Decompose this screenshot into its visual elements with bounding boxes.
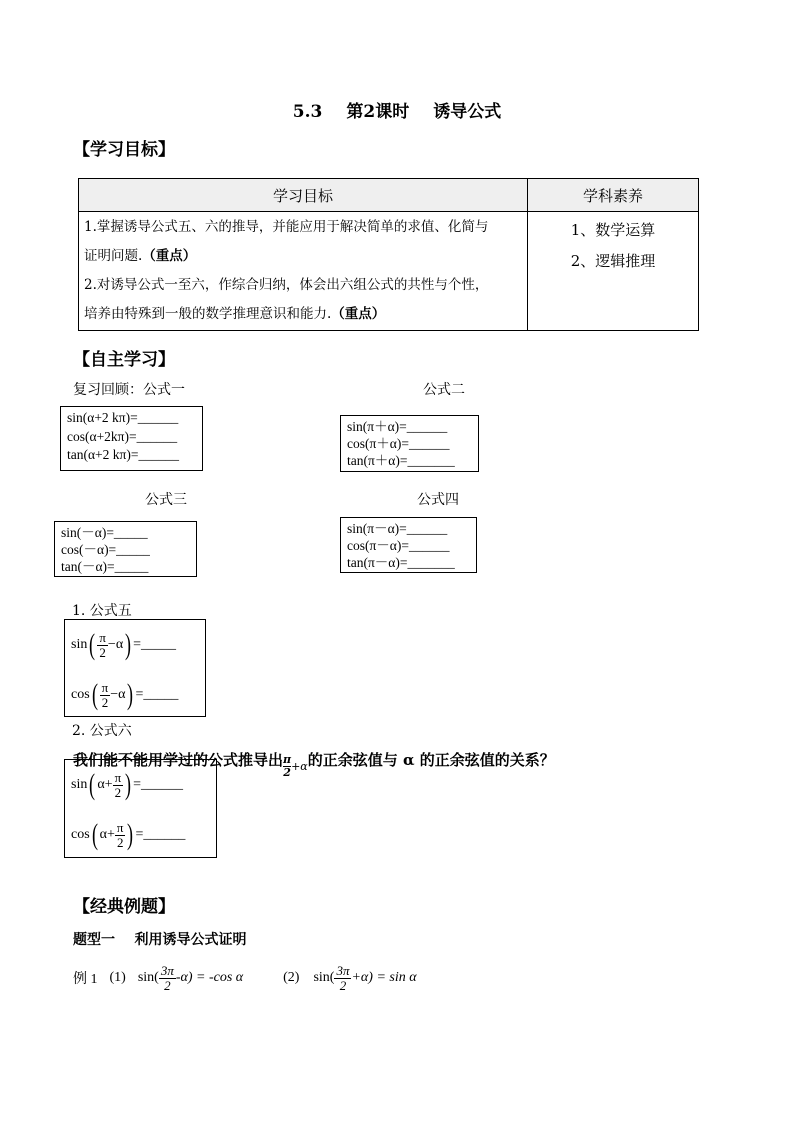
- page-title: 5.3 第2课时 诱导公式: [292, 102, 502, 122]
- formula3-tan: tan(－α)=_____: [61, 559, 149, 574]
- review-label-1: 复习回顾：公式一: [73, 382, 185, 398]
- goals-table: 学习目标 学科素养 1.掌握诱导公式五、六的推导，并能应用于解决简单的求值、化简与 证明问题.（重点） 2.对诱导公式一至六，作综合归纳，体会出六组公式的共性与个性， 培养由特殊到一般的数学推理意识和能力.（重点） 1、数学运算 2、逻辑推理: [78, 178, 699, 331]
- formula2-cos: cos(π＋α)=______: [347, 436, 450, 451]
- formula6-box: [64, 759, 217, 858]
- goal-1: 1.掌握诱导公式五、六的推导，并能应用于解决简单的求值、化简与: [84, 219, 489, 235]
- formula1-box: [60, 406, 203, 471]
- formula2-box: [340, 415, 479, 472]
- literacy-header: 学科素养: [528, 179, 699, 212]
- formula4-cos: cos(π－α)=______: [347, 538, 450, 553]
- example-1-label: 例 1: [73, 972, 98, 987]
- formula3-box: [54, 521, 197, 577]
- example-type-1: 题型一 利用诱导公式证明: [73, 932, 247, 948]
- goals-header: 学习目标: [79, 179, 528, 212]
- goal-2: 2.对诱导公式一至六，作综合归纳，体会出六组公式的共性与个性，: [84, 277, 489, 293]
- example-1-part-1: (1): [109, 970, 126, 985]
- formula1-cos: cos(α+2kπ)=______: [67, 428, 178, 444]
- review-label-3: 公式三: [145, 492, 187, 508]
- formula5-box: [64, 619, 206, 717]
- formula4-box: [340, 517, 477, 573]
- formula1-tan: tan(α+2 kπ)=______: [67, 447, 179, 462]
- formula5-sin-row: sin ( $\frac{\pi}{2}$ −α ) =_____: [71, 628, 177, 661]
- review-label-2: 公式二: [423, 382, 465, 398]
- formula4-tan: tan(π－α)=_______: [347, 555, 455, 570]
- formula6-question: 我们能不能用学过的公式推导出 π 2 +α 的正余弦值与 α 的正余弦值的关系？: [73, 751, 555, 779]
- formula2-sin: sin(π＋α)=______: [347, 419, 448, 434]
- formula5-cos-row: cos ( $\frac{\pi}{2}$ −α ) =_____: [71, 678, 179, 711]
- review-label-4: 公式四: [417, 492, 459, 508]
- formula3-cos: cos(－α)=_____: [61, 542, 150, 557]
- formula6-label: 2. 公式六: [72, 723, 132, 739]
- section-self-study: 【自主学习】: [73, 350, 175, 370]
- formula3-sin: sin(－α)=_____: [61, 525, 148, 540]
- section-goals: 【学习目标】: [73, 140, 175, 160]
- example-1: 例 1 (1) sin( $\frac{3\pi}{2}$ -α) = -cos α (2) sin( $\frac{3\pi}{2}$ +α) = sin α: [73, 962, 417, 993]
- formula4-sin: sin(π－α)=______: [347, 521, 448, 536]
- literacy-2: 2、逻辑推理: [570, 252, 656, 270]
- section-examples: 【经典例题】: [73, 897, 175, 917]
- formula5-label: 1. 公式五: [72, 603, 132, 619]
- formula1-sin: sin(α+2 kπ)=______: [67, 410, 179, 425]
- formula2-tan: tan(π＋α)=_______: [347, 453, 455, 468]
- literacy-1: 1、数学运算: [570, 221, 656, 239]
- formula6-cos-row: cos ( α+ $\frac{\pi}{2}$ ) =______: [71, 818, 186, 851]
- example-1-part-2: (2): [283, 970, 300, 985]
- formula6-sin-row: sin ( α+ $\frac{\pi}{2}$ ) =______: [71, 768, 184, 801]
